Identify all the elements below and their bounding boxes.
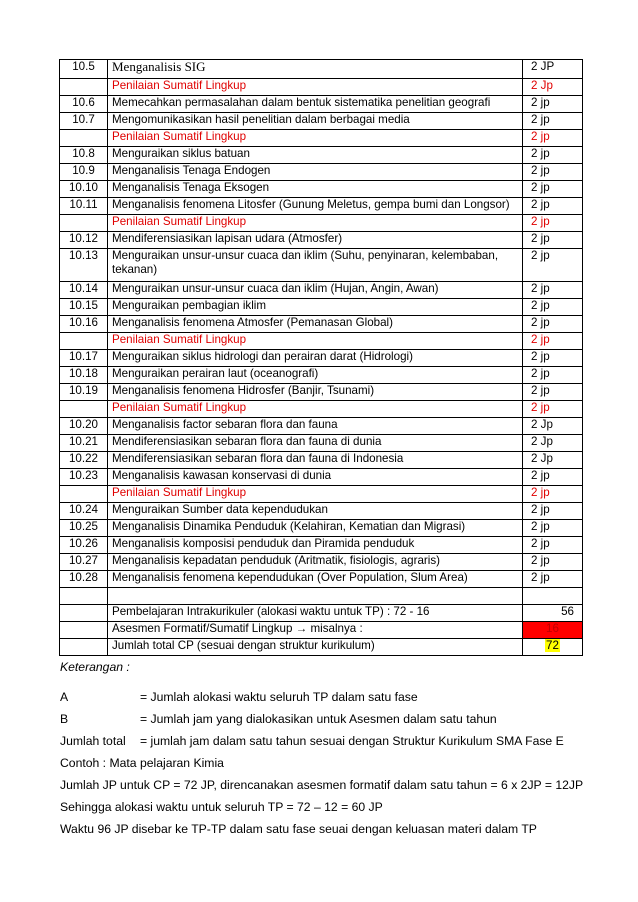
row-jp: 2 jp: [523, 384, 583, 401]
total-value-cell: [523, 639, 583, 656]
row-description: Penilaian Sumatif Lingkup: [108, 486, 523, 503]
row-jp: 2 Jp: [523, 452, 583, 469]
row-jp: 2 jp: [523, 130, 583, 147]
total-label: Jumlah total CP (sesuai dengan struktur kurikulum): [108, 639, 523, 656]
row-description: Penilaian Sumatif Lingkup: [108, 79, 523, 96]
table-row: [60, 316, 583, 333]
row-jp: 2 jp: [523, 147, 583, 164]
row-description: Menguraikan Sumber data kependudukan: [108, 503, 523, 520]
row-jp: 2 jp: [523, 350, 583, 367]
row-number: [60, 79, 108, 96]
note-line-4: Waktu 96 JP disebar ke TP-TP dalam satu fase seuai dengan keluasan materi dalam TP: [60, 822, 537, 836]
row-number: [60, 486, 108, 503]
row-number: 10.16: [60, 316, 108, 333]
note-total-key: Jumlah total: [60, 734, 126, 748]
note-b-key: B: [60, 712, 69, 726]
table-row: [60, 249, 583, 282]
note-a-text: = Jumlah alokasi waktu seluruh TP dalam satu fase: [140, 690, 418, 704]
table-row: [60, 384, 583, 401]
table-row: [60, 571, 583, 588]
row-description: Penilaian Sumatif Lingkup: [108, 401, 523, 418]
asesmen-label-post: misalnya :: [307, 622, 363, 635]
row-number: 10.18: [60, 367, 108, 384]
row-description: Penilaian Sumatif Lingkup: [108, 215, 523, 232]
row-description: Mendiferensiasikan sebaran flora dan fauna di Indonesia: [108, 452, 523, 469]
row-number: 10.25: [60, 520, 108, 537]
summary-row-intrakurikuler: [60, 605, 583, 622]
table-row: [60, 60, 583, 79]
row-number: 10.23: [60, 469, 108, 486]
row-description: Menguraikan siklus batuan: [108, 147, 523, 164]
table-row: [60, 96, 583, 113]
notes-heading: Keterangan :: [60, 660, 130, 674]
row-number: [60, 215, 108, 232]
row-number: 10.19: [60, 384, 108, 401]
row-description: Menganalisis fenomena kependudukan (Over Population, Slum Area): [108, 571, 523, 588]
row-description: Menguraikan perairan laut (oceanografi): [108, 367, 523, 384]
row-description: Memecahkan permasalahan dalam bentuk sistematika penelitian geografi: [108, 96, 523, 113]
row-jp: 2 jp: [523, 232, 583, 249]
sumatif-row: [60, 79, 583, 96]
sumatif-row: [60, 215, 583, 232]
asesmen-label: [108, 622, 523, 639]
empty-row: [60, 588, 583, 605]
table-row: [60, 350, 583, 367]
row-number: 10.9: [60, 164, 108, 181]
sumatif-row: [60, 130, 583, 147]
row-number: 10.11: [60, 198, 108, 215]
table-row: [60, 503, 583, 520]
row-description: Menganalisis factor sebaran flora dan fauna: [108, 418, 523, 435]
intrakurikuler-value: 56: [523, 605, 583, 622]
row-number: [60, 333, 108, 350]
table-row: [60, 367, 583, 384]
table-row: [60, 113, 583, 130]
row-description: Mendiferensiasikan lapisan udara (Atmosfer): [108, 232, 523, 249]
table-row: [60, 435, 583, 452]
row-description: Menganalisis fenomena Litosfer (Gunung Meletus, gempa bumi dan Longsor): [108, 198, 523, 215]
table-row: [60, 164, 583, 181]
empty-cell: [108, 588, 523, 605]
row-number: 10.5: [60, 60, 108, 79]
table-row: [60, 299, 583, 316]
summary-row-total: [60, 639, 583, 656]
row-description: Menganalisis fenomena Atmosfer (Pemanasan Global): [108, 316, 523, 333]
intrakurikuler-label: Pembelajaran Intrakurikuler (alokasi waktu untuk TP) : 72 - 16: [108, 605, 523, 622]
row-jp: 2 jp: [523, 503, 583, 520]
note-total: [60, 730, 600, 752]
row-description: Mendiferensiasikan sebaran flora dan fauna di dunia: [108, 435, 523, 452]
empty-cell: [60, 588, 108, 605]
row-jp: 2 jp: [523, 316, 583, 333]
summary-no-cell: [60, 605, 108, 622]
row-description: Menganalisis komposisi penduduk dan Piramida penduduk: [108, 537, 523, 554]
row-description: Menguraikan siklus hidrologi dan perairan darat (Hidrologi): [108, 350, 523, 367]
asesmen-value: 16: [523, 622, 583, 639]
table-row: [60, 418, 583, 435]
row-jp: 2 jp: [523, 537, 583, 554]
sumatif-row: [60, 486, 583, 503]
row-jp: 2 jp: [523, 113, 583, 130]
row-description: Penilaian Sumatif Lingkup: [108, 130, 523, 147]
note-line-3: Sehingga alokasi waktu untuk seluruh TP = 72 – 12 = 60 JP: [60, 800, 383, 814]
row-jp: 2 jp: [523, 299, 583, 316]
table-body: [60, 60, 583, 656]
row-jp: 2 jp: [523, 164, 583, 181]
note-b-text: = Jumlah jam yang dialokasikan untuk Asesmen dalam satu tahun: [140, 712, 497, 726]
notes-section: [60, 656, 600, 840]
table-row: [60, 520, 583, 537]
row-number: 10.10: [60, 181, 108, 198]
table-row: [60, 232, 583, 249]
row-description: Menguraikan unsur-unsur cuaca dan iklim (Suhu, penyinaran, kelembaban, tekanan): [108, 249, 523, 282]
row-number: 10.24: [60, 503, 108, 520]
row-number: [60, 130, 108, 147]
row-jp: 2 jp: [523, 571, 583, 588]
summary-row-asesmen: [60, 622, 583, 639]
note-total-text: = jumlah jam dalam satu tahun sesuai dengan Struktur Kurikulum SMA Fase E: [140, 734, 564, 748]
row-description: Menganalisis Tenaga Eksogen: [108, 181, 523, 198]
table-row: [60, 198, 583, 215]
row-number: 10.21: [60, 435, 108, 452]
asesmen-label-pre: Asesmen Formatif/Sumatif Lingkup: [112, 622, 296, 635]
row-jp: 2 Jp: [523, 435, 583, 452]
row-jp: 2 jp: [523, 96, 583, 113]
row-number: 10.22: [60, 452, 108, 469]
row-number: 10.8: [60, 147, 108, 164]
row-description: Menganalisis kepadatan penduduk (Aritmatik, fisiologis, agraris): [108, 554, 523, 571]
row-description: Menguraikan unsur-unsur cuaca dan iklim (Hujan, Angin, Awan): [108, 282, 523, 299]
sumatif-row: [60, 333, 583, 350]
row-description: Menganalisis fenomena Hidrosfer (Banjir, Tsunami): [108, 384, 523, 401]
table-row: [60, 181, 583, 198]
empty-cell: [523, 588, 583, 605]
sumatif-row: [60, 401, 583, 418]
row-description: Menguraikan pembagian iklim: [108, 299, 523, 316]
row-number: 10.27: [60, 554, 108, 571]
total-value: 72: [546, 639, 559, 652]
row-number: 10.17: [60, 350, 108, 367]
row-number: 10.14: [60, 282, 108, 299]
row-number: 10.26: [60, 537, 108, 554]
row-number: 10.20: [60, 418, 108, 435]
row-jp: 2 jp: [523, 486, 583, 503]
note-a-key: A: [60, 690, 69, 704]
row-number: 10.12: [60, 232, 108, 249]
row-jp: 2 jp: [523, 367, 583, 384]
row-jp: 2 jp: [523, 469, 583, 486]
row-number: 10.6: [60, 96, 108, 113]
row-jp: 2 jp: [523, 198, 583, 215]
row-jp: 2 jp: [523, 401, 583, 418]
row-jp: 2 Jp: [523, 418, 583, 435]
row-jp: 2 JP: [523, 60, 583, 79]
row-jp: 2 jp: [523, 215, 583, 232]
row-number: 10.13: [60, 249, 108, 282]
note-line-1: Contoh : Mata pelajaran Kimia: [60, 756, 224, 770]
table-row: [60, 452, 583, 469]
note-line-2: Jumlah JP untuk CP = 72 JP, direncanakan asesmen formatif dalam satu tahun = 6 x 2JP = 12JP: [60, 778, 584, 792]
note-b: [60, 708, 600, 730]
row-number: 10.7: [60, 113, 108, 130]
table-row: [60, 147, 583, 164]
arrow-icon: →: [295, 622, 308, 635]
table-row: [60, 282, 583, 299]
row-jp: 2 jp: [523, 181, 583, 198]
row-jp: 2 Jp: [523, 79, 583, 96]
row-jp: 2 jp: [523, 520, 583, 537]
row-description: Menganalisis Tenaga Endogen: [108, 164, 523, 181]
table-row: [60, 537, 583, 554]
row-number: 10.28: [60, 571, 108, 588]
table-row: [60, 554, 583, 571]
row-jp: 2 jp: [523, 333, 583, 350]
table-row: [60, 469, 583, 486]
row-description: Menganalisis SIG: [108, 60, 523, 79]
row-description: Menganalisis kawasan konservasi di dunia: [108, 469, 523, 486]
row-number: [60, 401, 108, 418]
summary-no-cell: [60, 622, 108, 639]
note-a: [60, 686, 600, 708]
row-jp: 2 jp: [523, 554, 583, 571]
row-number: 10.15: [60, 299, 108, 316]
row-description: Penilaian Sumatif Lingkup: [108, 333, 523, 350]
summary-no-cell: [60, 639, 108, 656]
row-description: Mengomunikasikan hasil penelitian dalam berbagai media: [108, 113, 523, 130]
row-jp: 2 jp: [523, 282, 583, 299]
row-jp: 2 jp: [523, 249, 583, 282]
row-description: Menganalisis Dinamika Penduduk (Kelahiran, Kematian dan Migrasi): [108, 520, 523, 537]
tp-allocation-table: [59, 59, 583, 656]
